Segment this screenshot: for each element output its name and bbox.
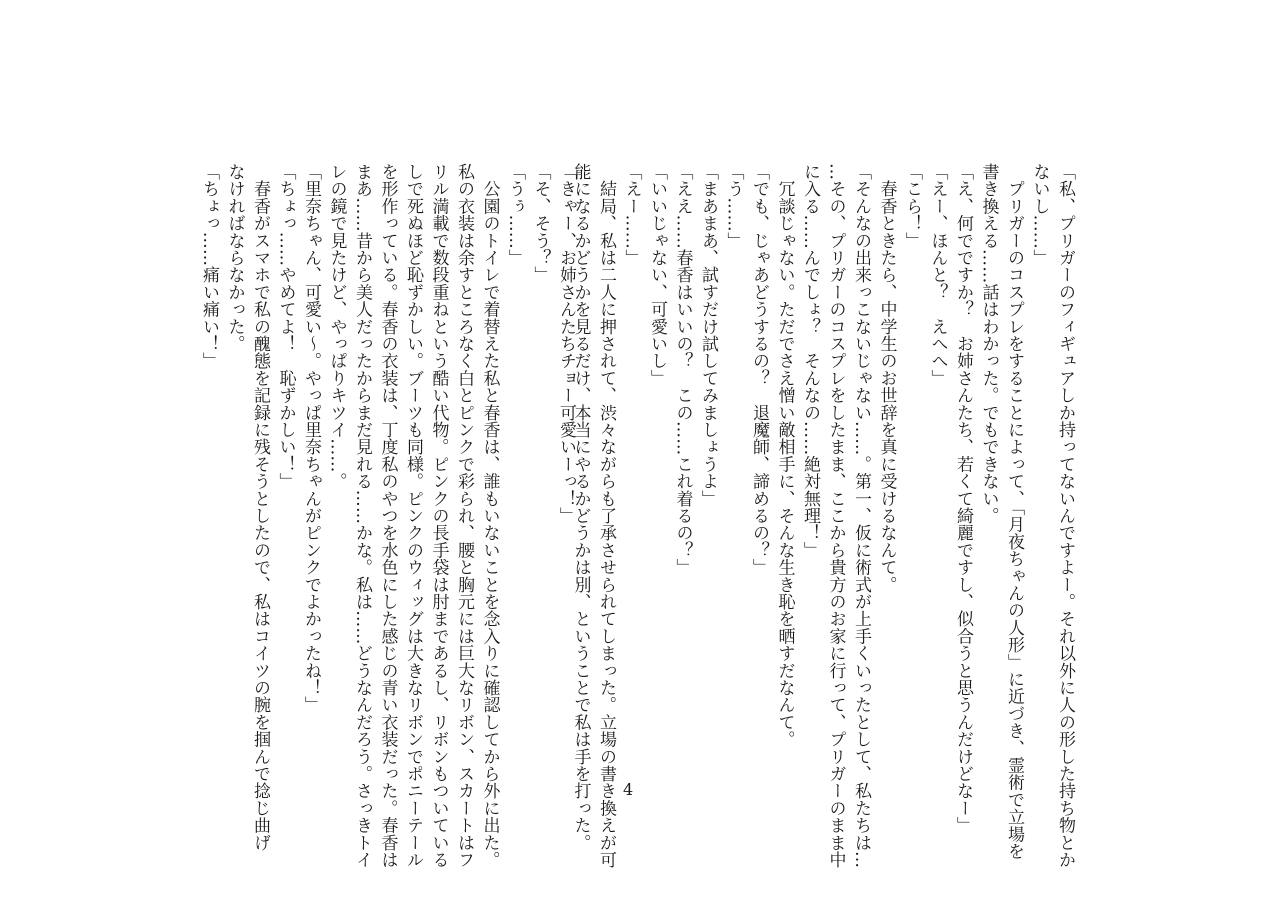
text-line: リル満載で数段重ねという酷い代物。ピンクの長手袋は肘まであるし、リボンもついている	[428, 163, 449, 869]
text-line: 私の衣装は余すところなく白とピンクで彩られ、腰と胸元には巨大なリボン、スカートはフ	[454, 163, 474, 869]
text-line: 春香がスマホで私の醜態を記録に残そうとしたので、私はコイツの腕を掴んで捻じ曲げ	[250, 163, 270, 851]
text-line: まあ……昔から美人だったからまだ見れる……かな。私は……どうなんだろう。さっきトイ	[352, 163, 372, 869]
text-line: …その、プリガーのコスプレをしたまま、ここから貴方のお家に行って、プリガーのまま中	[825, 163, 846, 869]
text-line: を形作っている。春香の衣装は、丁度私のやつを水色にした感じの青い衣装だった。春香は	[377, 163, 398, 869]
text-line: 春香ときたら、中学生のお世辞を真に受けるなんて。	[876, 163, 897, 593]
text-block-lower-page	[196, 163, 579, 869]
text-line: 「ちょっ……やめてよ！ 恥ずかしい！」	[275, 163, 296, 490]
text-line: 「そ、そう？」	[530, 163, 551, 284]
text-line: レの鏡で見たけど、やっぱりキツイ……。	[326, 163, 347, 490]
text-line: 「きゃー、お姉さんたちチョー可愛いーっ！」	[556, 163, 576, 525]
text-line: 「うぅ……」	[505, 163, 525, 267]
page-number: 4	[623, 780, 634, 799]
text-line: 「えー……」	[621, 163, 642, 267]
text-line: なければならなかった。	[224, 163, 245, 353]
text-line: 「いいじゃない、可愛いし」	[647, 163, 667, 387]
text-line: プリガーのコスプレをすることによって、「月夜ちゃんの人形」に近づき、霊術で立場を	[1004, 163, 1024, 860]
text-line: 「私、プリガーのフィギュアしか持ってないんですよー。それ以外に人の形した持ち物とか	[1055, 163, 1075, 869]
text-line: 書き換える……話はわかった。でもできない。	[978, 163, 999, 525]
text-line: しで死ぬほど恥ずかしい。ブーツも同様。ピンクのウィッグは大きなリボンでポニーテール	[403, 163, 423, 869]
text-line: 「でも、じゃあどうするの？ 退魔師、諦めるの？」	[749, 163, 769, 576]
text-line: 「こら！」	[902, 163, 922, 249]
text-line: 「えー、ほんと？ えへへ」	[927, 163, 948, 387]
text-line: 「え、何でですか？ お姉さんたち、若くて綺麗ですし、似合うと思うんだけどなー」	[953, 163, 973, 834]
text-line: 公園のトイレで着替えた私と春香は、誰もいないことを念入りに確認してから外に出た。	[479, 163, 500, 869]
text-line: 「まあまあ、試すだけ試してみましょうよ」	[698, 163, 718, 507]
text-line: 結局、私は二人に押されて、渋々ながらも了承させられてしまった。立場の書き換えが可	[596, 163, 616, 869]
text-line: 能になるかどうかを見るだけ、本当にやるかどうかは別、ということで私は手を打った。	[570, 163, 591, 851]
text-line: 「ちょっ……痛い痛い！」	[199, 163, 219, 370]
text-line: 「そんなの出来っこないじゃない……。第一、仮に術式が上手くいったとして、私たちは…	[851, 163, 871, 869]
text-line: 「う……」	[723, 163, 744, 249]
text-line: 「ええ……春香はいいの？ この……これ着るの？」	[672, 163, 693, 576]
text-line: 冗談じゃない。ただでさえ憎い敵相手に、そんな生き恥を晒すだなんて。	[774, 163, 795, 748]
text-line: ないし……」	[1029, 163, 1050, 267]
text-block-upper-page	[567, 163, 1077, 869]
text-line: に入る……んでしょ？ そんなの……絶対無理！」	[800, 163, 820, 559]
text-line: 「里奈ちゃん、可愛い～。やっぱ里奈ちゃんがピンクでよかったね！」	[301, 163, 321, 714]
